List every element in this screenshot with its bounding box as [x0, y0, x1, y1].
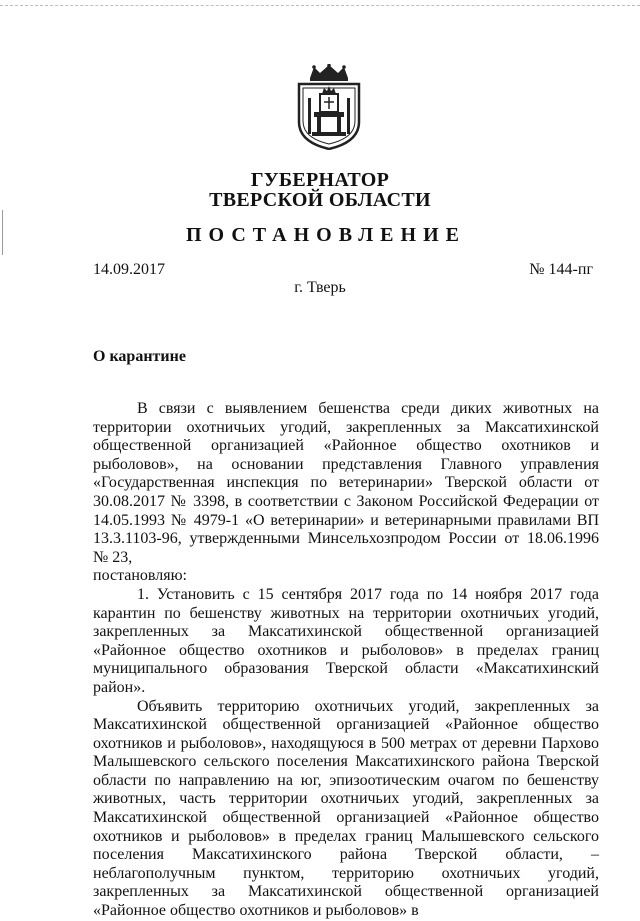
coat-of-arms-icon — [296, 64, 362, 150]
document-city: г. Тверь — [294, 279, 346, 296]
title-line-2: ТВЕРСКОЙ ОБЛАСТИ — [209, 189, 431, 211]
body-paragraph-3: Объявить территорию охотничьих угодий, закрепленных за Максатихинской общественной организацией «Районное общество охотников и рыболовов», находящуюся в 500 метрах от деревни Пархово Малышевского сельского поселения Максатихинского района Тверской области по направлению на юг, эпизоотическим очагом по бешенству животных, часть территории охотничьих угодий, закрепленных за Максатихинской общественной организацией «Районное общество охотников и рыболовов» в пределах границ Малышевского сельского поселения Максатихинского района Тверской области, – неблагополучным пунктом, территорию охотничьих угодий, закрепленных за Максатихинской общественной организацией «Районное общество охотников и рыболовов» в — [93, 697, 599, 920]
document-body — [93, 400, 599, 921]
top-scan-rule — [0, 5, 640, 7]
document-subject: О карантине — [93, 348, 186, 365]
document-date: 14.09.2017 — [93, 261, 165, 278]
body-paragraph-2: 1. Установить с 15 сентября 2017 года по 14 ноября 2017 года карантин по бешенству животных на территории охотничьих угодий, закрепленных за Максатихинской общественной организацией «Районное общество охотников и рыболовов» в пределах границ муниципального образования Тверской области «Максатихинский район». — [93, 585, 599, 696]
body-paragraph-1-end: постановляю: — [93, 567, 187, 585]
document-number: № 144-пг — [529, 261, 593, 278]
document-type: ПОСТАНОВЛЕНИЕ — [186, 224, 466, 246]
body-paragraph-1: В связи с выявлением бешенства среди диких животных на территории охотничьих угодий, закрепленных за Максатихинской общественной организацией «Районное общество охотников и рыболовов», на основании представления Главного управления «Государственная инспекция по ветеринарии» Тверской области от 30.08.2017 № 3398, в соответствии с Законом Российской Федерации от 14.05.1993 № 4979-1 «О ветеринарии» и ветеринарными правилами ВП 13.3.1103-96, утвержденными Минсельхозпродом России от 18.06.1996 № 23, — [93, 400, 599, 566]
title-line-1: ГУБЕРНАТОР — [250, 169, 390, 191]
